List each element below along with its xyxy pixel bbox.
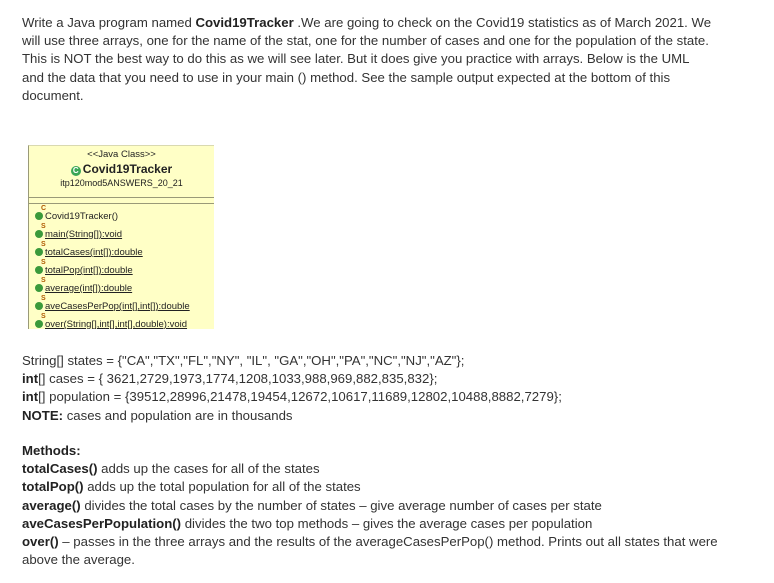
- uml-class-name-text: Covid19Tracker: [82, 162, 173, 176]
- static-method-icon: S: [35, 320, 43, 328]
- uml-class-diagram: [28, 145, 214, 329]
- method-description: over() – passes in the three arrays and the results of the averageCasesPerPop() method. Prints out all states that were above the average.: [22, 534, 718, 568]
- uml-method-text: totalCases(int[]):double: [45, 247, 143, 258]
- public-method-icon: C: [35, 212, 43, 220]
- uml-method-totalcases: [29, 241, 214, 262]
- program-name: Covid19Tracker: [195, 15, 294, 30]
- uml-method-main: [29, 223, 214, 244]
- states-array-line: String[] states = {"CA","TX","FL","NY", "IL", "GA","OH","PA","NC","NJ","AZ"};: [22, 353, 465, 368]
- uml-method-average: [29, 277, 214, 298]
- uml-header: [29, 146, 214, 198]
- uml-methods-compartment: [29, 204, 214, 334]
- methods-heading: Methods:: [22, 443, 81, 458]
- intro-section: [22, 14, 712, 105]
- uml-method-text: totalPop(int[]):double: [45, 265, 133, 276]
- uml-method-text: average(int[]):double: [45, 283, 133, 294]
- static-method-icon: S: [35, 266, 43, 274]
- intro-part1: Write a Java program named: [22, 15, 196, 30]
- static-method-icon: S: [35, 248, 43, 256]
- data-arrays-section: [22, 352, 562, 425]
- uml-method-avecasesperpop: [29, 295, 214, 316]
- static-method-icon: S: [35, 302, 43, 310]
- static-method-icon: S: [35, 230, 43, 238]
- method-description: totalPop() adds up the total population for all of the states: [22, 479, 361, 495]
- method-description: aveCasesPerPopulation() divides the two top methods – gives the average cases per population: [22, 515, 593, 531]
- uml-method-over: [29, 313, 214, 334]
- uml-package: itp120mod5ANSWERS_20_21: [60, 178, 183, 188]
- method-description: totalCases() adds up the cases for all of the states: [22, 461, 320, 477]
- cases-array-line: int[] cases = { 3621,2729,1973,1774,1208,1033,988,969,882,835,832};: [22, 371, 438, 387]
- uml-method-text: aveCasesPerPop(int[],int[]):double: [45, 301, 190, 312]
- uml-method-text: over(String[],int[],int[],double):void: [45, 319, 188, 330]
- uml-method-totalpop: [29, 259, 214, 280]
- static-method-icon: S: [35, 284, 43, 292]
- uml-method-constructor: [29, 205, 214, 226]
- uml-class-name: [29, 161, 214, 177]
- methods-section: [22, 442, 722, 569]
- uml-method-text: main(String[]):void: [45, 229, 123, 240]
- intro-part2: .We are going to check on the Covid19 statistics as of March 2021. We will use three arrays, one for the name of the stat, one for the number of cases and one for the population of the state. This is NOT the best way to do this as we will see later. But it does give you practice with arrays. Below is the UML and the data that you need to use in your main () method. See the sample output expected at the bottom of this document.: [22, 15, 712, 103]
- uml-stereotype: <<Java Class>>: [87, 149, 156, 160]
- method-description: average() divides the total cases by the number of states – give average number of cases per state: [22, 497, 602, 513]
- intro-paragraph: [22, 14, 712, 105]
- uml-method-text: Covid19Tracker(): [45, 211, 119, 222]
- population-array-line: int[] population = {39512,28996,21478,19454,12672,10617,11689,12802,10488,8882,7279};: [22, 389, 562, 405]
- note-line: NOTE: cases and population are in thousands: [22, 407, 293, 423]
- class-icon: C: [71, 166, 81, 176]
